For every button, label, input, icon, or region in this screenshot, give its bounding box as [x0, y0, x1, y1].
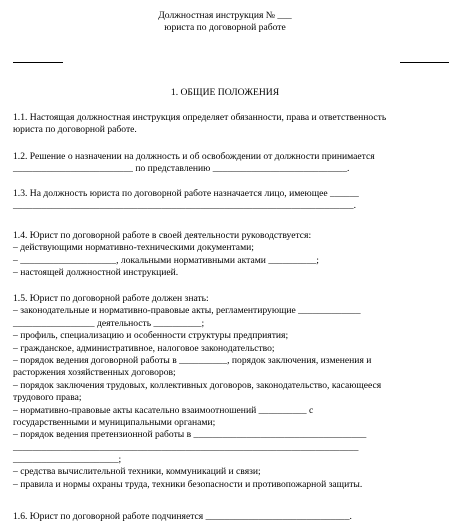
text-line: – порядок ведения договорной работы в __________, порядок заключения, изменения и: [13, 354, 372, 366]
text-line: расторжения хозяйственных договоров;: [13, 367, 176, 379]
text-line: 1.5. Юрист по договорной работе должен знать:: [13, 293, 209, 304]
text-line: – гражданское, административное, налоговое законодательство;: [13, 342, 275, 354]
document-subtitle: юриста по договорной работе: [164, 22, 286, 33]
text-line: – порядок ведения претензионной работы в ____________________________________: [13, 429, 367, 441]
section-title: 1. ОБЩИЕ ПОЛОЖЕНИЯ: [170, 87, 280, 98]
text-line: – профиль, специализацию и особенности структуры предприятия;: [13, 330, 289, 342]
document-title: Должностная инструкция № ___: [158, 10, 292, 21]
text-line: – ____________________, локальными нормативными актами __________;: [13, 254, 319, 266]
text-line: 1.2. Решение о назначении на должность и об освобождении от должности принимается: [13, 151, 375, 162]
paragraph-1-3: [13, 188, 450, 213]
text-line: трудового права;: [13, 392, 82, 404]
text-line: – порядок заключения трудовых, коллективных договоров, законодательство, касающееся: [13, 379, 382, 391]
paragraph-1-2: [13, 151, 450, 176]
text-line: _________________________ по представлению ____________________________.: [13, 163, 350, 175]
text-line: – действующими нормативно-техническими документами;: [13, 242, 254, 254]
text-line: 1.1. Настоящая должностная инструкция определяет обязанности, права и ответственность: [13, 112, 387, 123]
text-line: ________________________________________________________________________: [13, 441, 359, 453]
text-line: _______________________________________________________________________.: [13, 200, 356, 212]
text-line: – нормативно-правовые акты касательно взаимоотношений __________ с: [13, 404, 314, 416]
paragraph-1-4: [13, 230, 450, 280]
paragraph-1-6: [13, 511, 450, 523]
text-line: – правила и нормы охраны труда, техники безопасности и противопожарной защиты.: [13, 478, 363, 490]
text-line: 1.4. Юрист по договорной работе в своей деятельности руководствуется:: [13, 230, 312, 241]
approval-blank-left: [13, 62, 63, 63]
text-line: _________________ деятельность __________;: [13, 317, 205, 329]
text-line: 1.3. На должность юриста по договорной работе назначается лицо, имеющее ______: [13, 188, 359, 199]
text-line: – законодательные и нормативно-правовые акты, регламентирующие _____________: [13, 305, 361, 317]
text-line: государственными и муниципальными органами;: [13, 416, 216, 428]
paragraph-1-1: [13, 112, 450, 137]
text-line: ______________________;: [13, 454, 122, 466]
text-line: – средства вычислительной техники, коммуникаций и связи;: [13, 466, 261, 478]
approval-blank-right: [400, 62, 449, 63]
paragraph-1-5: [13, 293, 450, 491]
text-line: 1.6. Юрист по договорной работе подчиняется ______________________________.: [13, 511, 352, 522]
text-line: юриста по договорной работе.: [13, 124, 137, 136]
text-line: – настоящей должностной инструкцией.: [13, 267, 179, 279]
